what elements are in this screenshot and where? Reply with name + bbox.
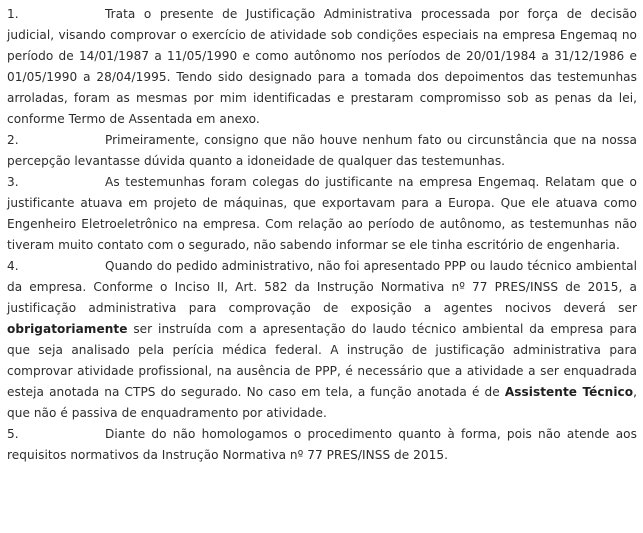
paragraph-4 (7, 256, 637, 424)
paragraph-text: Trata o presente de Justificação Administrativa processada por força de decisão judicial, visando comprovar o exercício de atividade sob condições especiais na empresa Engemaq no período de 14/01/1987 a 11/05/1990 e como autônomo nos períodos de 20/01/1984 a 31/12/1986 e 01/05/1990 a 28/04/1995. Tendo sido designado para a tomada dos depoimentos das testemunhas arroladas, foram as mesmas por mim identificadas e prestaram compromisso sob as penas da lei, conforme Termo de Assentada em anexo. (7, 7, 637, 126)
paragraph-2 (7, 130, 637, 172)
paragraph-3 (7, 172, 637, 256)
paragraph-5 (7, 424, 637, 466)
paragraph-text: , que não é passiva de enquadramento por atividade. (7, 385, 637, 420)
paragraph-text: Primeiramente, consigno que não houve nenhum fato ou circunstância que na nossa percepção levantasse dúvida quanto a idoneidade de qualquer das testemunhas. (7, 133, 637, 168)
paragraph-text: ser instruída com a apresentação do laudo técnico ambiental da empresa para que seja analisado pela perícia médica federal. A instrução de justificação administrativa para comprovar atividade profissional, na ausência de PPP, é necessário que a atividade a ser enquadrada esteja anotada na CTPS do segurado. No caso em tela, a função anotada é de (7, 322, 637, 399)
paragraph-1 (7, 4, 637, 130)
paragraph-number: 2. (7, 133, 19, 147)
paragraph-number: 4. (7, 259, 19, 273)
paragraph-text: Diante do não homologamos o procedimento quanto à forma, pois não atende aos requisitos normativos da Instrução Normativa nº 77 PRES/INSS de 2015. (7, 427, 637, 462)
bold-emphasis: obrigatoriamente (7, 322, 128, 336)
paragraph-text: As testemunhas foram colegas do justificante na empresa Engemaq. Relatam que o justificante atuava em projeto de máquinas, que exportavam para a Europa. Que ele atuava como Engenheiro Eletroeletrônico na empresa. Com relação ao período de autônomo, as testemunhas não tiveram muito contato com o segurado, não sabendo informar se ele tinha escritório de engenharia. (7, 175, 637, 252)
paragraph-number: 1. (7, 7, 19, 21)
paragraph-text: Quando do pedido administrativo, não foi apresentado PPP ou laudo técnico ambiental da empresa. Conforme o Inciso II, Art. 582 da Instrução Normativa nº 77 PRES/INSS de 2015, a justificação administrativa para comprovação de exposição a agentes nocivos deverá ser (7, 259, 637, 315)
paragraph-number: 3. (7, 175, 19, 189)
bold-emphasis: Assistente Técnico (504, 385, 634, 399)
paragraph-number: 5. (7, 427, 19, 441)
